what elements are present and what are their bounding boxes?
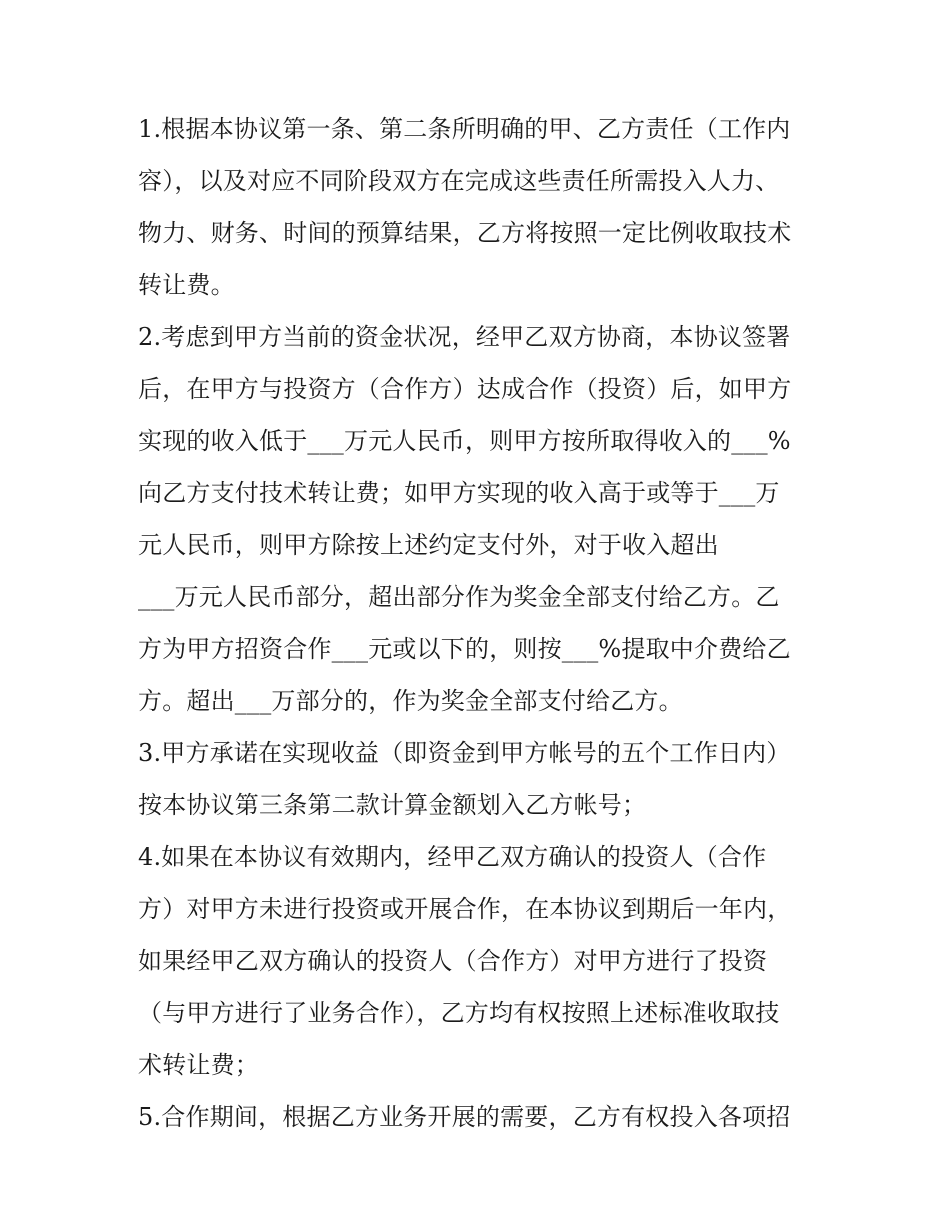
document-body <box>138 103 818 1143</box>
text-line: ___万元人民币部分，超出部分作为奖金全部支付给乙方。乙 <box>138 583 780 611</box>
text-line: 转让费。 <box>138 271 235 299</box>
text-line: 术转让费； <box>138 1051 259 1079</box>
text-line: 按本协议第三条第二款计算金额划入乙方帐号； <box>138 791 647 819</box>
text-line: 实现的收入低于___万元人民币，则甲方按所取得收入的___% <box>138 427 791 455</box>
text-line: 后，在甲方与投资方（合作方）达成合作（投资）后，如甲方 <box>138 375 792 403</box>
text-line: 方。超出___万部分的，作为奖金全部支付给乙方。 <box>138 687 683 715</box>
text-line: 4.如果在本协议有效期内，经甲乙双方确认的投资人（合作 <box>138 843 767 871</box>
text-line: 容），以及对应不同阶段双方在完成这些责任所需投入人力、 <box>138 167 780 195</box>
text-line: 3.甲方承诺在实现收益（即资金到甲方帐号的五个工作日内） <box>138 739 791 767</box>
text-line: 5.合作期间，根据乙方业务开展的需要，乙方有权投入各项招 <box>138 1103 791 1131</box>
text-line: 物力、财务、时间的预算结果，乙方将按照一定比例收取技术 <box>138 219 792 247</box>
text-line: （与甲方进行了业务合作），乙方均有权按照上述标准收取技 <box>138 999 780 1027</box>
text-line: 方为甲方招资合作___元或以下的，则按___%提取中介费给乙 <box>138 635 791 663</box>
text-line: 2.考虑到甲方当前的资金状况，经甲乙双方协商，本协议签署 <box>138 323 791 351</box>
text-line: 如果经甲乙双方确认的投资人（合作方）对甲方进行了投资 <box>138 947 768 975</box>
text-line: 方）对甲方未进行投资或开展合作，在本协议到期后一年内， <box>138 895 792 923</box>
text-line: 1.根据本协议第一条、第二条所明确的甲、乙方责任（工作内 <box>138 115 791 143</box>
text-line: 向乙方支付技术转让费；如甲方实现的收入高于或等于___万 <box>138 479 780 507</box>
text-line: 元人民币，则甲方除按上述约定支付外，对于收入超出 <box>138 531 719 559</box>
